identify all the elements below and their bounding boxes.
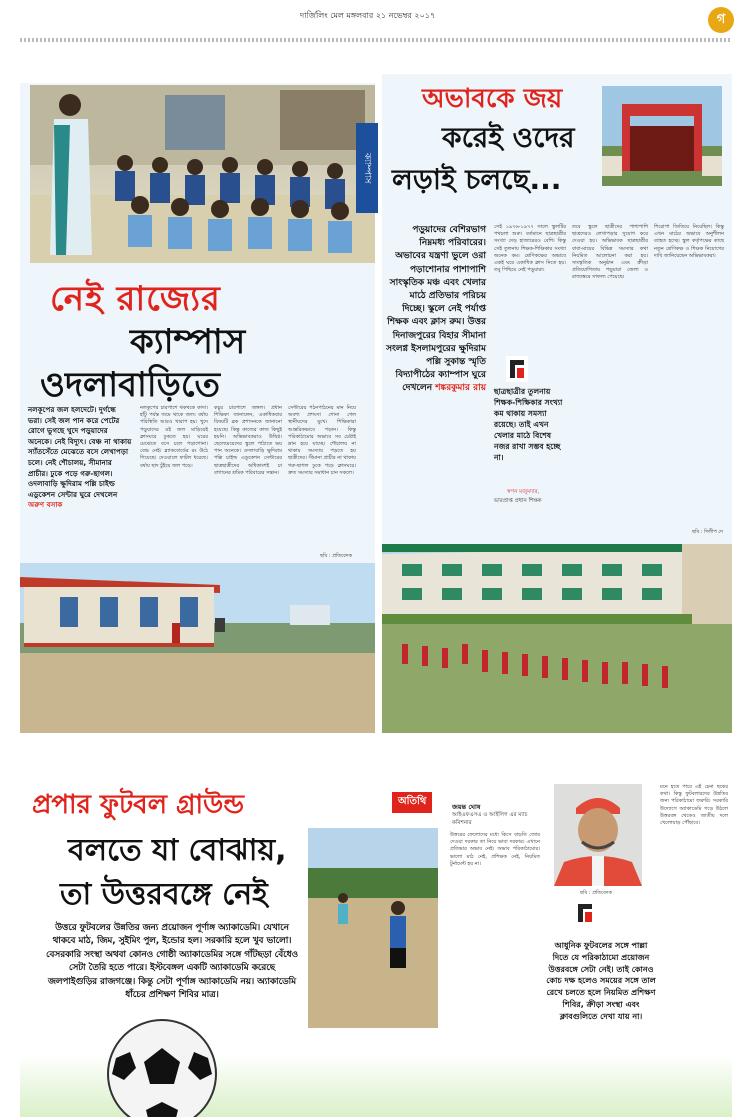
guest-tag: অতিথি — [392, 792, 432, 813]
classroom-photo — [30, 85, 375, 263]
left-author: অরুণ বসাক — [28, 500, 63, 510]
right-logo — [506, 356, 528, 382]
left-body-col1: নলকূপের চারপাশে থকথকে কাদা। হাঁটু পর্যন্ত জমে থাকে জল। বর্ষায় পরিস্থিতি আরও খারাপ হয়। খুদে পড়ুয়াদের ওই জল মাড়িয়েই ক্লাসঘরে ঢুকতে হয়। ঘরের মেঝেতে বসে চলে পড়াশোনা। বেঞ্চ নেই। ব্ল্যাকবোর্ডের রং উঠে গিয়েছে। দেওয়ালে ফাটল ধরেছে। বর্ষায় ছাদ চুঁইয়ে জল পড়ে। — [140, 405, 208, 469]
bottom-body-col1: উত্তরের ফেলোদের মধ্যে কিসে বাড়তি জোর দেওয়া দরকার তা নিয়ে ভাবা দরকার। এখানে প্রতিভার অভাব নেই। অভাব পরিকাঠামোর। ভালো মাঠ নেই, প্রশিক্ষক নেই, নিয়মিত টুর্নামেন্ট হয় না। — [450, 832, 540, 867]
page-number-badge: গ — [708, 7, 734, 33]
school-gate-photo — [602, 86, 722, 186]
guest-note: ছবি : প্রতিবেদক — [580, 890, 612, 896]
bottom-story — [20, 768, 732, 1117]
right-quote-role: ভারপ্রাপ্ত প্রধান শিক্ষক — [494, 498, 542, 504]
right-pullquote: ছাত্রছাত্রীর তুলনায় শিক্ষক-শিক্ষিকার সংখ্যা কম থাকায় সমস্যা রয়েছে। তাই এখন খেলার মাঠে বিশেষ নজর রাখা সম্ভব হচ্ছে না। — [494, 387, 563, 462]
left-photo-credit: ছবি : প্রতিবেদক — [320, 553, 352, 559]
right-title-line2: করেই ওদের — [442, 121, 575, 154]
left-intro — [28, 405, 132, 511]
bottom-title-line1: প্রপার ফুটবল গ্রাউন্ড — [32, 790, 245, 820]
header-rule — [20, 38, 732, 42]
football-icon — [106, 1018, 218, 1117]
right-story — [382, 74, 732, 733]
assembly-photo — [382, 544, 732, 733]
football-practice-illustration — [308, 828, 438, 1028]
section-tag: ক্যাম্পাস — [356, 123, 378, 213]
classroom-illustration — [30, 85, 375, 263]
bottom-title-line2: বলতে যা বোঝায়, — [68, 833, 287, 868]
assembly-illustration — [382, 544, 732, 733]
left-body-col2: কচুর চারপাশে জঙ্গল। প্রধান শিক্ষিকা জানালেন, একাধিকবার বিষয়টি ব্লক প্রশাসনকে জানানো হয়েছে। কিন্তু কাজের কাজ কিছুই হয়নি। অভিভাবকরাও উদ্বিগ্ন। ছেলেমেয়েদের স্কুলে পাঠাতে ভয় পান অনেকে। ওদলাবাড়ি ক্ষুদিরাম পল্লি চাইল্ড এডুকেশন সেন্টারের ছাত্রছাত্রীদের অধিকাংশই চা বাগানের শ্রমিক পরিবারের সন্তান। — [214, 405, 282, 476]
football-ball — [106, 1018, 218, 1117]
guest-bio: আইএফএসএ ও আইলিগ এর ম্যাচ কমিশনার — [452, 812, 528, 826]
left-body-col3: সেন্টারের পঠনপাঠনের মান নিয়ে অবশ্য প্রশংসা শোনা গেল স্থানীয়দের মুখে। শিক্ষিকারা আন্তরিকভাবে পড়ান। কিন্তু পরিকাঠামোর অভাবে সব চেষ্টাই ম্লান হয়ে যাচ্ছে। শৌচালয় না থাকায় সমস্যায় পড়তে হয় ছাত্রীদের। সীমানা প্রাচীর না থাকায় গরু-ছাগল ঢুকে পড়ে ক্লাসঘরে। দ্রুত সমস্যার সমাধান চান সকলে। — [288, 405, 356, 476]
bottom-logo — [574, 900, 596, 926]
right-title-line3: লড়াই চলছে... — [392, 163, 562, 196]
newspaper-logo-icon — [574, 900, 596, 926]
right-quote-by: স্বপন মজুমদার, — [507, 489, 540, 495]
left-title-line1: নেই রাজ্যের — [50, 279, 221, 319]
guest-portrait — [554, 784, 642, 886]
left-intro-text: নলকূপের জল হলদেটে। দুর্গন্ধে ভরা। সেই জল পান করে পেটের রোগে ভুগছে খুদে পড়ুয়াদের অনেকে। নেই বিদ্যুৎ। বেঞ্চ না থাকায় স্যাঁতসেঁতে মেঝেতে বসে লেখাপড়া চলে। নেই শৌচালয়, সীমানার প্রাচীর। ঢুকে পড়ে গরু-ছাগল। ওদলাবাড়ি ক্ষুদিরাম পল্লি চাইল্ড এডুকেশন সেন্টার ঘুরে দেখলেন — [28, 405, 132, 499]
right-intro-text: পড়ুয়াদের বেশিরভাগ নিম্নমধ্য পরিবারের। অভাবের যন্ত্রণা ভুলে ওরা পড়াশোনার পাশাপাশি সাংস্কৃতিক মঞ্চ এবং খেলার মাঠে প্রতিভার পরিচয় দিচ্ছে। স্কুলে নেই পর্যাপ্ত শিক্ষক এবং ক্লাস রুম। উত্তর দিনাজপুরের বিহার সীমানা সংলগ্ন ইসলামপুরের ক্ষুদিরাম পল্লি সুকান্ত স্মৃতি বিদ্যাপীঠের ক্যাম্পাস ঘুরে দেখলেন — [386, 225, 486, 394]
newspaper-logo-icon — [506, 356, 528, 382]
school-building-illustration — [20, 563, 375, 733]
right-author: শঙ্করকুমার রায় — [435, 383, 486, 394]
left-story — [20, 83, 375, 733]
right-body-col3: শিরোপা জিতিয়ে নিয়েছিল। কিন্তু এখন মাঠের অভাবে অনুশীলন ব্যাহত হচ্ছে। স্কুল কর্তৃপক্ষের কাছে নতুন শ্রেণিকক্ষ ও শিক্ষক নিয়োগের দাবি জানিয়েছেন অভিভাবকরা। — [654, 224, 724, 259]
school-building-photo — [20, 563, 375, 733]
guest-portrait-illustration — [554, 784, 642, 886]
right-body-col1: সেই ১৯৭৬-১৯৭৭ সালে স্কুলটির পথচলা শুরু। বর্তমানে ছাত্রছাত্রীর সংখ্যা দেড় হাজারেরও বেশি। কিন্তু সেই তুলনায় শিক্ষক-শিক্ষিকার সংখ্যা অনেক কম। শ্রেণিকক্ষের অভাবে একই ঘরে একাধিক ক্লাস নিতে হয়। তবু পিছিয়ে নেই পড়ুয়ারা। — [494, 224, 566, 274]
left-title-line2: ক্যাম্পাস — [130, 322, 246, 362]
right-photo-caption: ছবি : দিলীপ দে — [692, 529, 723, 535]
right-intro — [386, 224, 486, 396]
date-line: দার্জিলিং মেল মঙ্গলবার ২১ নভেম্বর ২০১৭ — [300, 11, 436, 20]
bottom-title-line3: তা উত্তরবঙ্গে নেই — [60, 877, 268, 912]
right-body-col2: তবে স্কুলে ছাত্রীদের পাশাপাশি ছাত্রদেরও লেখাপড়ার সুযোগ করে দেওয়া হয়। অভিভাবক ছাত্রছাত্রীর বাবা-মায়ের বিভিন্ন সমস্যার কথা নিয়মিত আলোচনা করা হয়। সাংস্কৃতিক অনুষ্ঠান এবং ক্রীড়া প্রতিযোগিতায় পড়ুয়ারা জেলা ও রাজ্যস্তরে সাফল্য পেয়েছে। — [572, 224, 648, 281]
bottom-pullquote: আধুনিক ফুটবলের সঙ্গে পাল্লা দিতে যে পরিকাঠামো প্রয়োজন উত্তরবঙ্গে সেটা নেই। তাই কোনও কোচ দক্ষ হলেও সময়ের সঙ্গে তাল রেখে চলতে হলে নিয়মিত প্রশিক্ষণ শিবির, ক্রীড়া সংস্থা এবং ক্লাবগুলিতে দেখা যায় না। — [546, 941, 656, 1021]
left-title-line3: ওদলাবাড়িতে — [40, 365, 221, 405]
right-title-line1-text: অভাবকে জয় — [422, 84, 563, 114]
page-header — [0, 0, 750, 38]
school-gate-illustration — [602, 86, 722, 186]
guest-name: জয়ন্ত ঘোষ — [452, 803, 481, 811]
football-practice-photo — [308, 828, 438, 1028]
bottom-intro: উত্তরে ফুটবলের উন্নতির জন্য প্রয়োজন পূর্ণাঙ্গ অ্যাকাডেমি। যেখানে থাকবে মাঠ, জিম, সুইমিং পুল, ইন্ডোর হল। সরকারি হলে খুব ভালো। বেসরকারি সংস্থা অথবা কোনও গোষ্ঠী অ্যাকাডেমির সঙ্গে গাঁটছড়া বেঁধেও সেটা তৈরি হতে পারে। ইস্টবেঙ্গল একটি অ্যাকাডেমি করেছে জলপাইগুড়ির রাজগঞ্জে। কিন্তু সেটা পূর্ণাঙ্গ অ্যাকাডেমি নয়। অ্যাকাডেমি ধাঁচের প্রশিক্ষণ শিবির মাত্র। — [45, 923, 299, 1001]
bottom-body-col2: মনে হতে পারে এই চেনা ছকের কথা। কিন্তু ফুটবলারদের উন্নতির জন্য পরিকাঠামো জরুরি। সরকারি উদ্যোগে অ্যাকাডেমি গড়ে উঠলে উত্তরবঙ্গ থেকেও জাতীয় দলে খেলোয়াড় পৌঁছাবে। — [660, 784, 728, 827]
